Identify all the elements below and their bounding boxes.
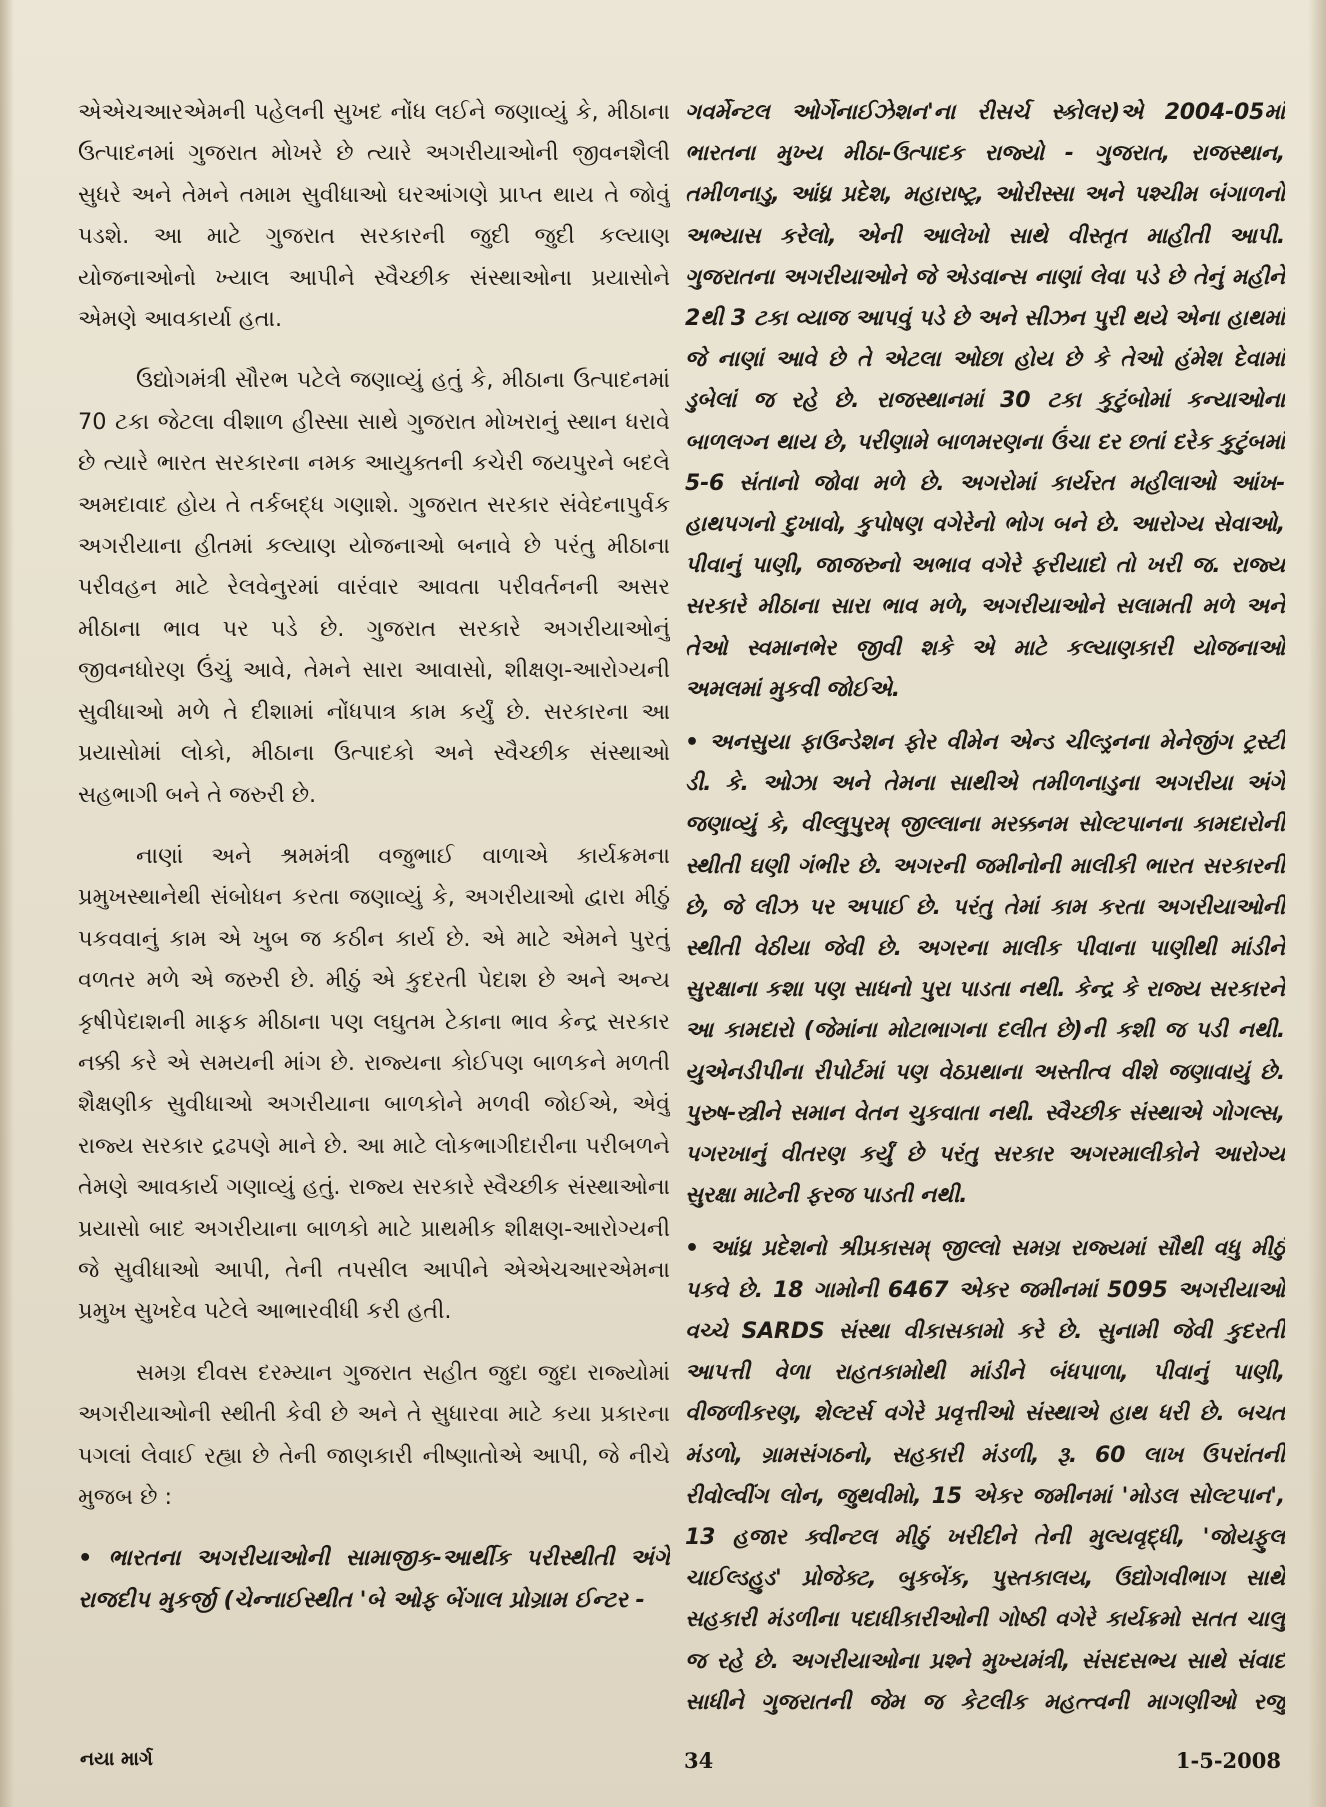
left-paragraph-5-bullet: • ભારતના અગરીયાઓની સામાજીક-આર્થીક પરીસ્થીતી અંગે રાજદીપ મુકર્જી (ચેન્નાઈસ્થીત 'બે ઓફ બેંગાલ પ્રોગ્રામ ઈન્ટર - xyxy=(78,1545,670,1613)
issue-date: 1-5-2008 xyxy=(1175,1748,1281,1773)
left-paragraph-4: સમગ્ર દીવસ દરમ્યાન ગુજરાત સહીત જુદા જુદા રાજ્યોમાં અગરીયાઓની સ્થીતી કેવી છે અને તે સુધારવા માટે કયા પ્રકારના પગલાં લેવાઈ રહ્યા છે તેની જાણકારી નીષ્ણાતોએ આપી, જે નીચે મુજબ છે : xyxy=(78,1359,670,1510)
left-column xyxy=(78,92,670,1717)
left-paragraph-2: ઉદ્યોગમંત્રી સૌરભ પટેલે જણાવ્યું હતું કે, મીઠાના ઉત્પાદનમાં 70 ટકા જેટલા વીશાળ હીસ્સા સાથે ગુજરાત મોખરાનું સ્થાન ધરાવે છે ત્યારે ભારત સરકારના નમક આયુક્તની કચેરી જયપુરને બદલે અમદાવાદ હોય તે તર્કબદ્ધ ગણાશે. ગુજરાત સરકાર સંવેદનાપુર્વક અગરીયાના હીતમાં કલ્યાણ યોજનાઓ બનાવે છે પરંતુ મીઠાના પરીવહન માટે રેલવેનુરમાં વારંવાર આવતા પરીવર્તનની અસર મીઠાના ભાવ પર પડે છે. ગુજરાત સરકારે અગરીયાઓનું જીવનધોરણ ઉંચું આવે, તેમને સારા આવાસો, શીક્ષણ-આરોગ્યની સુવીધાઓ મળે તે દીશામાં નોંધપાત્ર કામ કર્યું છે. સરકારના આ પ્રયાસોમાં લોકો, મીઠાના ઉત્પાદકો અને સ્વૈચ્છીક સંસ્થાઓ સહભાગી બને તે જરુરી છે. xyxy=(78,367,670,808)
page-number: 34 xyxy=(684,1748,714,1773)
right-paragraph-2-bullet: • અનસુયા ફાઉન્ડેશન ફોર વીમેન એન્ડ ચીલ્ડ્રનના મેનેજીંગ ટ્રસ્ટી ડી. કે. ઓઝા અને તેમના સાથીએ તમીળનાડુના અગરીયા અંગે જણાવ્યું કે, વીલ્લુપુરમ્ જીલ્લાના મરક્કનમ સોલ્ટપાનના કામદારોની સ્થીતી ઘણી ગંભીર છે. અગરની જમીનોની માલીકી ભારત સરકારની છે, જે લીઝ પર અપાઈ છે. પરંતુ તેમાં કામ કરતા અગરીયાઓની સ્થીતી વેઠીયા જેવી છે. અગરના માલીક પીવાના પાણીથી માંડીને સુરક્ષાના કશા પણ સાધનો પુરા પાડતા નથી. કેન્દ્ર કે રાજ્ય સરકારને આ કામદારો (જેમાંના મોટાભાગના દલીત છે)ની કશી જ પડી નથી. યુએનડીપીના રીપોર્ટમાં પણ વેઠપ્રથાના અસ્તીત્વ વીશે જણાવાયું છે. પુરુષ-સ્ત્રીને સમાન વેતન ચુકવાતા નથી. સ્વૈચ્છીક સંસ્થાએ ગોગલ્સ, પગરખાનું વીતરણ કર્યું છે પરંતુ સરકાર અગરમાલીકોને આરોગ્ય સુરક્ષા માટેની ફરજ પાડતી નથી. xyxy=(685,730,1285,1209)
right-paragraph-1: ગવર્મેન્ટલ ઓર્ગેનાઈઝેશન'ના રીસર્ચ સ્કોલર)એ 2004-05માં ભારતના મુખ્ય મીઠા-ઉત્પાદક રાજ્યો - ગુજરાત, રાજસ્થાન, તમીળનાડુ, આંધ્ર પ્રદેશ, મહારાષ્ટ્ર, ઓરીસ્સા અને પશ્ચીમ બંગાળનો અભ્યાસ કરેલો, એની આલેખો સાથે વીસ્તૃત માહીતી આપી. ગુજરાતના અગરીયાઓને જે એડવાન્સ નાણાં લેવા પડે છે તેનું મહીને 2થી 3 ટકા વ્યાજ આપવું પડે છે અને સીઝન પુરી થયે એના હાથમાં જે નાણાં આવે છે તે એટલા ઓછા હોય છે કે તેઓ હંમેશ દેવામાં ડુબેલાં જ રહે છે. રાજસ્થાનમાં 30 ટકા કુટુંબોમાં કન્યાઓના બાળલગ્ન થાય છે, પરીણામે બાળમરણના ઉંચા દર છતાં દરેક કુટુંબમાં 5-6 સંતાનો જોવા મળે છે. અગરોમાં કાર્યરત મહીલાઓ આંખ- હાથપગનો દુખાવો, કુપોષણ વગેરેનો ભોગ બને છે. આરોગ્ય સેવાઓ, પીવાનું પાણી, જાજરુનો અભાવ વગેરે ફરીયાદો તો ખરી જ. રાજ્ય સરકારે મીઠાના સારા ભાવ મળે, અગરીયાઓને સલામતી મળે અને તેઓ સ્વમાનભેર જીવી શકે એ માટે કલ્યાણકારી યોજનાઓ અમલમાં મુકવી જોઈએ. xyxy=(685,100,1285,702)
left-paragraph-3: નાણાં અને શ્રમમંત્રી વજુભાઈ વાળાએ કાર્યક્રમના પ્રમુખસ્થાનેથી સંબોધન કરતા જણાવ્યું કે, અગરીયાઓ દ્વારા મીઠું પકવવાનું કામ એ ખુબ જ કઠીન કાર્ય છે. એ માટે એમને પુરતું વળતર મળે એ જરુરી છે. મીઠું એ કુદરતી પેદાશ છે અને અન્ય કૃષીપેદાશની માફક મીઠાના પણ લઘુતમ ટેકાના ભાવ કેન્દ્ર સરકાર નક્કી કરે એ સમયની માંગ છે. રાજ્યના કોઈપણ બાળકને મળતી શૈક્ષણીક સુવીધાઓ અગરીયાના બાળકોને મળવી જોઈએ, એવું રાજ્ય સરકાર દ્રઢપણે માને છે. આ માટે લોકભાગીદારીના પરીબળને તેમણે આવકાર્ય ગણાવ્યું હતું. રાજ્ય સરકારે સ્વૈચ્છીક સંસ્થાઓના પ્રયાસો બાદ અગરીયાના બાળકો માટે પ્રાથમીક શીક્ષણ-આરોગ્યની જે સુવીધાઓ આપી, તેની તપસીલ આપીને એએચઆરએમના પ્રમુખ સુખદેવ પટેલે આભારવીધી કરી હતી. xyxy=(78,842,670,1325)
page-edge-shadow-left xyxy=(0,0,14,1807)
left-paragraph-1: એએચઆરએમની પહેલની સુખદ નોંધ લઈને જણાવ્યું કે, મીઠાના ઉત્પાદનમાં ગુજરાત મોખરે છે ત્યારે અગરીયાઓની જીવનશૈલી સુધરે અને તેમને તમામ સુવીધાઓ ઘરઆંગણે પ્રાપ્ત થાય તે જોવું પડશે. આ માટે ગુજરાત સરકારની જુદી જુદી કલ્યાણ યોજનાઓનો ખ્યાલ આપીને સ્વૈચ્છીક સંસ્થાઓના પ્રયાસોને એમણે આવકાર્યા હતા. xyxy=(78,99,670,333)
page-footer xyxy=(80,1748,1281,1784)
magazine-name: નયા માર્ગ xyxy=(80,1748,153,1770)
right-paragraph-3-bullet: • આંધ્ર પ્રદેશનો શ્રીપ્રકાસમ્ જીલ્લો સમગ્ર રાજ્યમાં સૌથી વધુ મીઠું પકવે છે. 18 ગામોની 6467 એકર જમીનમાં 5095 અગરીયાઓ વચ્ચે SARDS સંસ્થા વીકાસકામો કરે છે. સુનામી જેવી કુદરતી આપત્તી વેળા રાહતકામોથી માંડીને બંધપાળા, પીવાનું પાણી, વીજળીકરણ, શેલ્ટર્સ વગેરે પ્રવૃત્તીઓ સંસ્થાએ હાથ ધરી છે. બચત મંડળો, ગ્રામસંગઠનો, સહકારી મંડળી, રૂ. 60 લાખ ઉપરાંતની રીવોલ્વીંગ લોન, જુથવીમો, 15 એકર જમીનમાં 'મોડલ સોલ્ટપાન', 13 હજાર ક્વીન્ટલ મીઠું ખરીદીને તેની મુલ્યવૃદ્ધી, 'જોયફુલ ચાઈલ્ડહુડ' પ્રોજેક્ટ, બુકબેંક, પુસ્તકાલય, ઉદ્યોગવીભાગ સાથે સહકારી મંડળીના પદાધીકારીઓની ગોષ્ઠી વગેરે કાર્યક્રમો સતત ચાલુ જ રહે છે. અગરીયાઓના પ્રશ્ને મુખ્યમંત્રી, સંસદસભ્ય સાથે સંવાદ સાધીને ગુજરાતની જેમ જ કેટલીક મહત્ત્વની માગણીઓ રજુ xyxy=(685,1236,1285,1715)
right-column xyxy=(685,92,1285,1717)
page-edge-shadow-right xyxy=(1308,0,1326,1807)
